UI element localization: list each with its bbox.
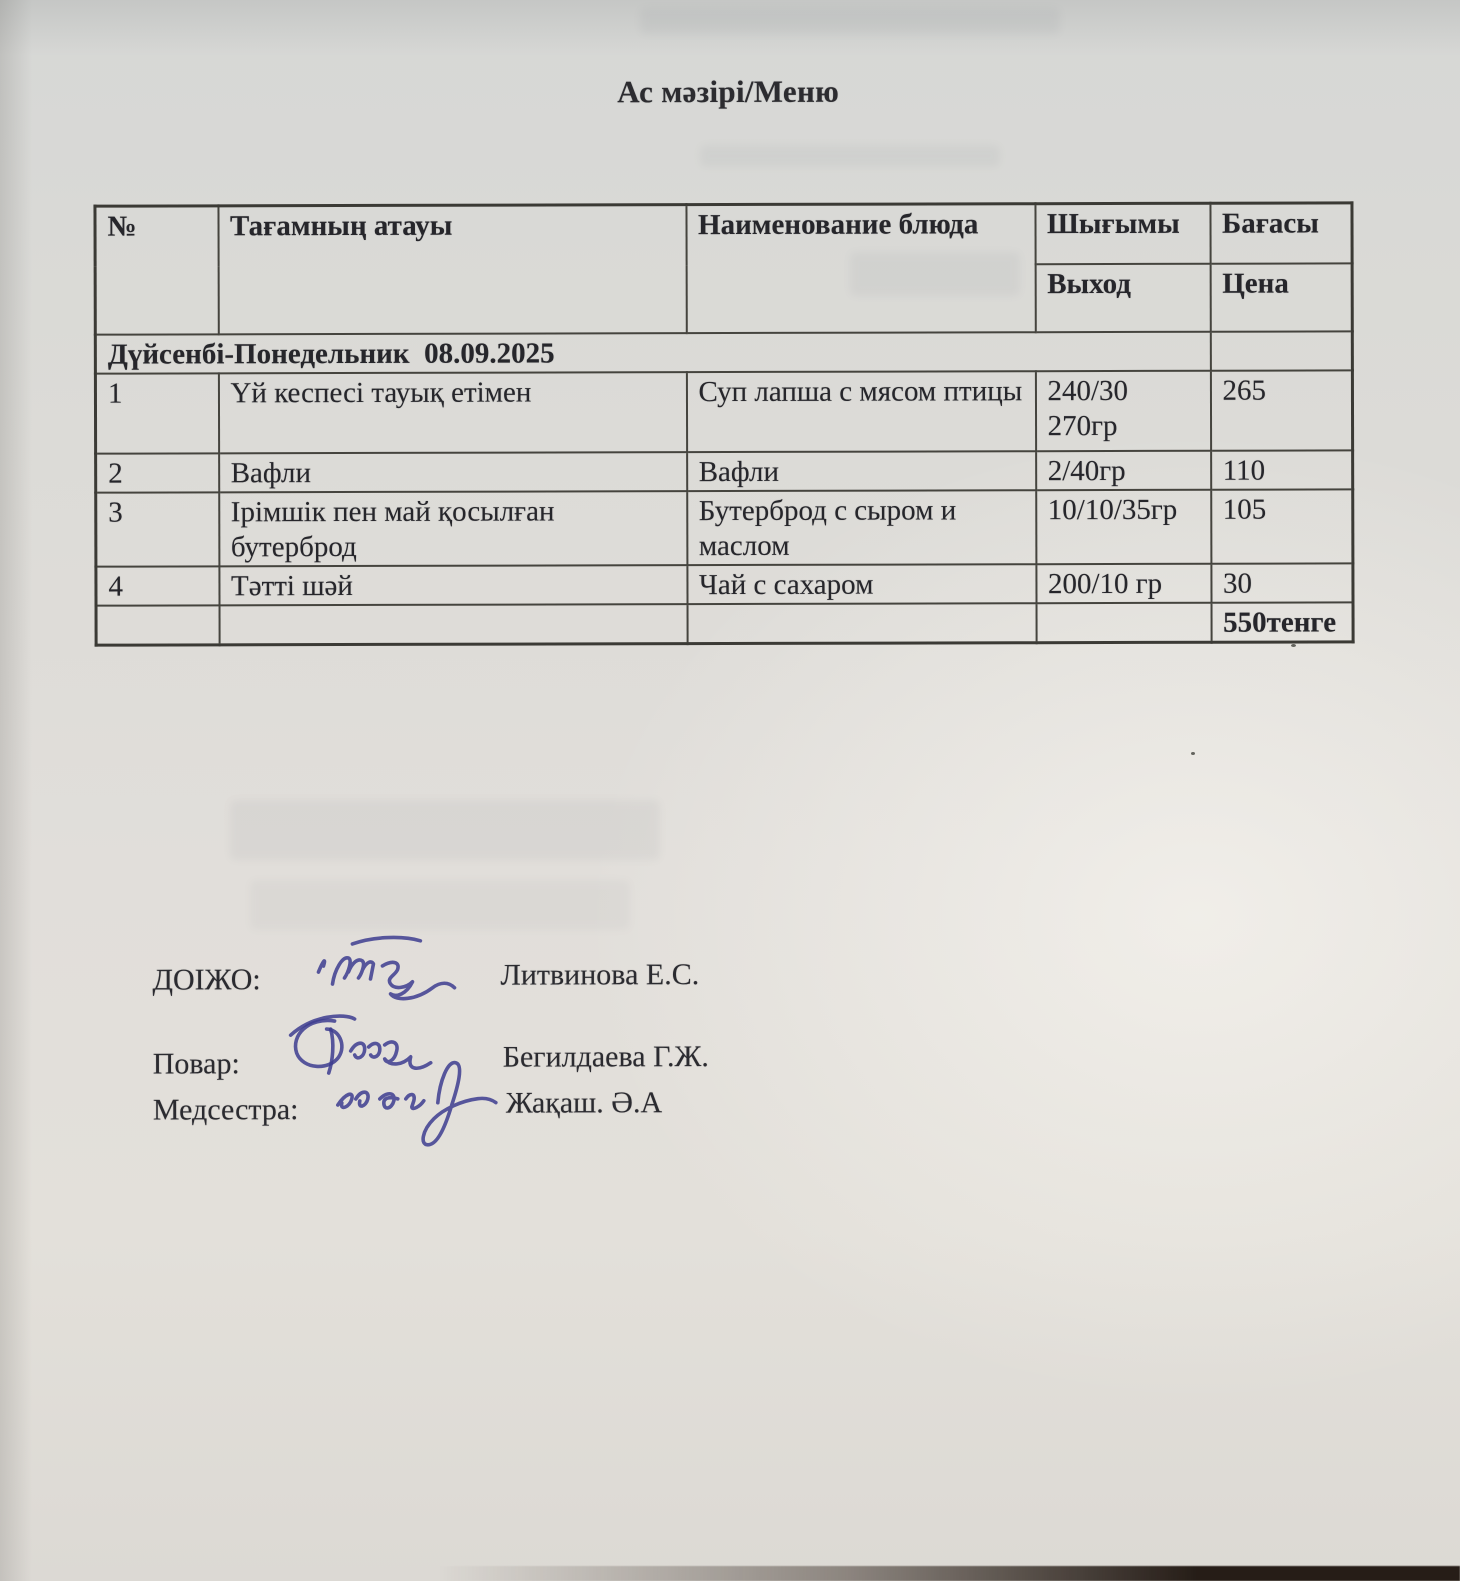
cell-dish-ru: Суп лапша с мясом птицы bbox=[686, 371, 1035, 452]
menu-row bbox=[96, 563, 1353, 605]
cell-empty bbox=[1036, 603, 1211, 643]
signature-ink-dojo bbox=[300, 926, 475, 1011]
menu-row bbox=[96, 450, 1353, 492]
cell-price: 105 bbox=[1211, 489, 1353, 563]
day-header-cell: Дүйсенбі-Понедельник 08.09.2025 bbox=[95, 332, 1210, 374]
cell-price: 30 bbox=[1211, 563, 1353, 602]
day-header-row bbox=[95, 331, 1352, 373]
cell-dish-ru: Вафли bbox=[687, 451, 1036, 491]
cell-empty bbox=[687, 603, 1036, 643]
signature-ink-nurse bbox=[326, 1053, 506, 1153]
cell-price: 265 bbox=[1210, 370, 1352, 450]
cell-output: 2/40гр bbox=[1036, 451, 1211, 490]
col-header-price-ru: Цена bbox=[1210, 263, 1352, 331]
menu-row bbox=[96, 489, 1353, 566]
menu-table bbox=[93, 201, 1354, 646]
cell-empty bbox=[219, 604, 687, 645]
cell-empty bbox=[1210, 331, 1352, 370]
cell-empty bbox=[96, 605, 219, 645]
col-header-num: № bbox=[95, 206, 218, 335]
cell-dish-ru: Чай с сахаром bbox=[687, 564, 1036, 604]
col-header-price-kk: Бағасы bbox=[1210, 203, 1352, 264]
cell-price: 110 bbox=[1211, 450, 1353, 489]
cell-dish-kk: Ірімшік пен май қосылған бутерброд bbox=[219, 491, 687, 566]
col-header-output-ru: Выход bbox=[1035, 264, 1210, 332]
signature-name-nurse: Жақаш. Ә.А bbox=[505, 1086, 663, 1120]
col-header-output-kk: Шығымы bbox=[1035, 203, 1210, 264]
signature-name-dojo: Литвинова Е.С. bbox=[500, 958, 700, 992]
total-row bbox=[96, 602, 1353, 645]
cell-dish-kk: Тәтті шәй bbox=[219, 565, 687, 605]
signature-role-cook: Повар: bbox=[152, 1047, 240, 1081]
cell-num: 3 bbox=[96, 492, 219, 566]
cell-output: 200/10 гр bbox=[1036, 564, 1211, 603]
cell-num: 2 bbox=[96, 453, 219, 492]
page-title: Ас мәзірі/Меню bbox=[617, 73, 840, 110]
cell-dish-kk: Үй кеспесі тауық етімен bbox=[218, 372, 686, 453]
photo-bottom-edge bbox=[0, 1566, 1460, 1581]
cell-output: 240/30 270гр bbox=[1035, 371, 1210, 451]
col-header-dish-ru: Наименование блюда bbox=[686, 204, 1035, 333]
cell-output: 10/10/35гр bbox=[1036, 490, 1211, 564]
cell-total-price: 550тенге bbox=[1211, 602, 1353, 642]
menu-row bbox=[95, 370, 1352, 453]
table-header-row bbox=[95, 203, 1352, 267]
signature-role-dojo: ДОІЖО: bbox=[152, 963, 261, 997]
cell-num: 4 bbox=[96, 566, 219, 605]
cell-dish-kk: Вафли bbox=[219, 452, 687, 492]
signature-name-cook: Бегилдаева Г.Ж. bbox=[502, 1040, 709, 1074]
col-header-dish-kk: Тағамның атауы bbox=[218, 205, 686, 335]
cell-num: 1 bbox=[95, 373, 218, 453]
signature-role-nurse: Медсестра: bbox=[152, 1093, 299, 1127]
cell-dish-ru: Бутерброд с сыром и маслом bbox=[687, 490, 1036, 565]
